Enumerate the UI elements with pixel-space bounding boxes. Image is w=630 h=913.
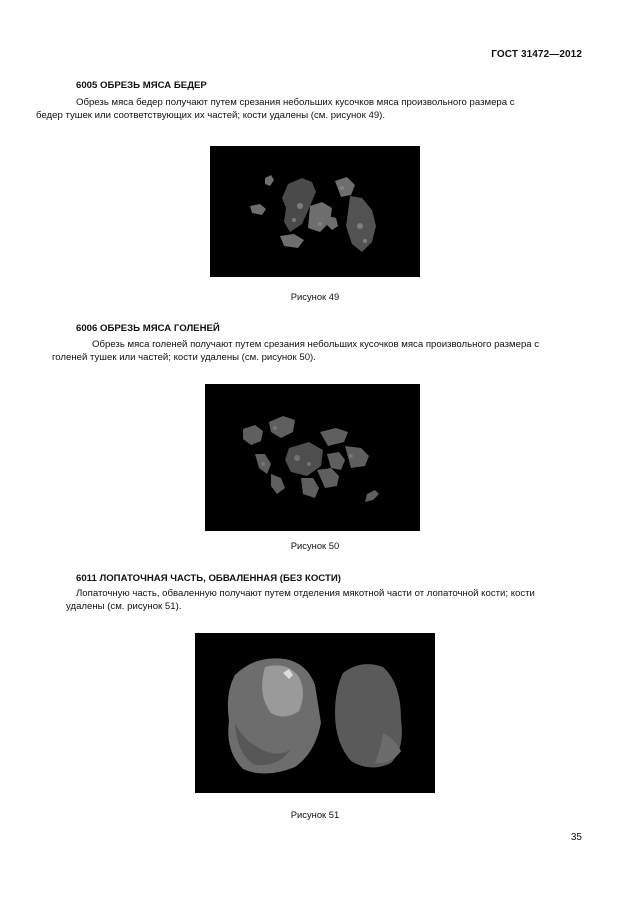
figure-51-caption: Рисунок 51 xyxy=(290,809,340,820)
figure-49-photo xyxy=(210,146,420,277)
section-text-6006 xyxy=(52,338,584,364)
section-text-6005 xyxy=(36,96,584,122)
text-line: Обрезь мяса бедер получают путем срезания небольших кусочков мяса произвольного размера с xyxy=(76,97,515,108)
section-title-6005: 6005 ОБРЕЗЬ МЯСА БЕДЕР xyxy=(76,80,207,91)
figure-49-caption: Рисунок 49 xyxy=(290,291,340,302)
section-title-6011: 6011 ЛОПАТОЧНАЯ ЧАСТЬ, ОБВАЛЕННАЯ (БЕЗ КОСТИ) xyxy=(76,573,341,584)
figure-50-caption: Рисунок 50 xyxy=(290,540,340,551)
page-number: 35 xyxy=(570,832,582,843)
text-line: удалены (см. рисунок 51). xyxy=(66,601,182,612)
figure-50-photo xyxy=(205,384,420,531)
text-line: голеней тушек или частей; кости удалены (см. рисунок 50). xyxy=(52,352,316,363)
text-line: бедер тушек или соответствующих их частей; кости удалены (см. рисунок 49). xyxy=(36,110,386,121)
document-header: ГОСТ 31472—2012 xyxy=(491,49,582,60)
figure-51-photo xyxy=(195,633,435,793)
section-title-6006: 6006 ОБРЕЗЬ МЯСА ГОЛЕНЕЙ xyxy=(76,323,220,334)
section-text-6011 xyxy=(66,587,584,613)
text-line: Обрезь мяса голеней получают путем срезания небольших кусочков мяса произвольного размера с xyxy=(92,339,540,350)
text-line: Лопаточную часть, обваленную получают путем отделения мякотной части от лопаточной кости; кости xyxy=(76,588,535,599)
